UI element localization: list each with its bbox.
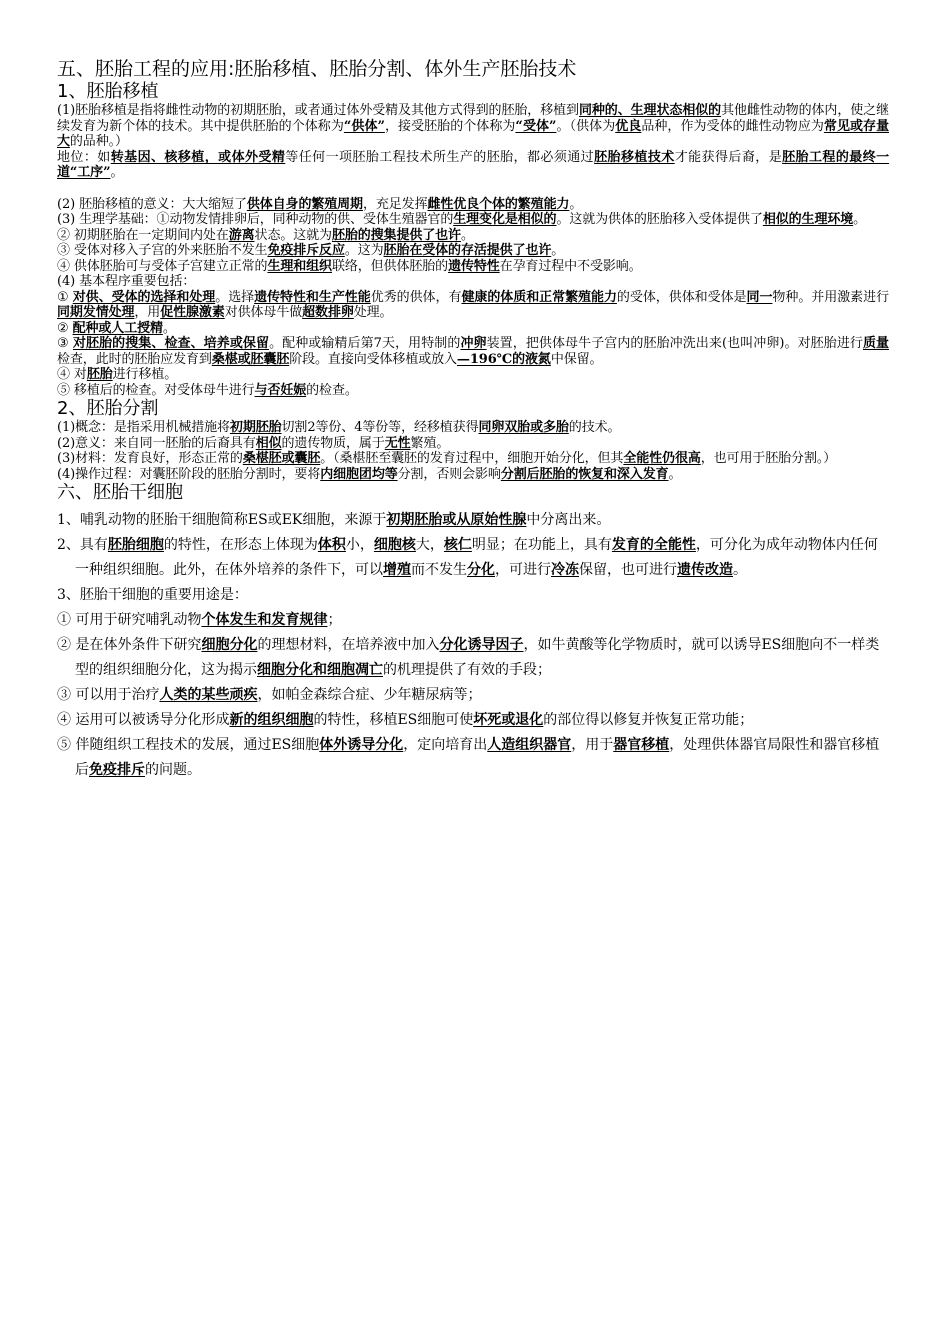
key-term-underline [612,537,696,553]
paragraph [57,451,889,467]
text-run: ② 是在体外条件下研究 [57,637,202,653]
text-run: 。 [551,243,565,258]
text-run: ⑤ 伴随组织工程技术的发展，通过ES细胞 [57,737,320,753]
key-term-underline [385,436,411,451]
text-run: 大， [415,537,444,553]
text-run: ① 可用于研究哺乳动物 [57,612,202,628]
key-term: 配种或人工授精 [72,320,163,336]
text-run: 物种。并用激素进行 [772,289,889,305]
text-run: 才能获得后裔，是 [674,149,783,165]
text-run: 保留，也可进行 [579,562,677,578]
text-run: 。（供体为 [556,118,616,134]
text-run: 。 [853,212,867,227]
text-run: (3) 生理学基础：①动物发情排卵后，同种动物的供、受体生殖器官的 [57,212,454,227]
text-run: ③ 可以用于治疗 [57,687,160,703]
text-run: 品种，作为受体的雌性动物应为 [641,118,824,134]
paragraph [57,321,889,337]
key-term: 优良 [615,118,642,134]
paragraph [57,733,889,783]
key-term: 游离 [228,227,255,243]
text-run: ① [57,289,73,305]
text-run: 的理想材料，在培养液中加入 [257,637,440,653]
key-term-underline [57,305,134,320]
key-term: 初期胚胎 [229,420,282,435]
key-term: 分化诱导因子 [439,637,524,653]
key-term-underline [160,305,225,320]
text-run: 对供体母牛做 [224,305,303,320]
text-run: (1)概念：是指采用机械措施将 [57,420,230,435]
key-term: 雌性优良个体的繁殖能力 [427,196,570,212]
paragraph [57,420,889,436]
key-term-underline [747,290,773,305]
key-term: 坏死或退化 [473,712,544,728]
key-term: 人类的某些顽疾 [159,687,258,703]
key-term: 体外诱导分化 [319,737,404,753]
key-term-underline [230,420,282,435]
key-term-underline [229,712,313,728]
section-heading-embryo-splitting: 2、胚胎分割 [57,398,159,419]
key-term: 胚胎的搜集提供了也许 [331,227,461,243]
text-run: (4)操作过程：对囊胚阶段的胚胎分割时，要将 [57,466,321,482]
text-run: ，如牛黄酸等化学物质时，就可以诱导ES细胞向不一样类型的组织细胞分化，这为揭示 [75,637,880,678]
text-run: ③ [57,336,73,351]
key-term: 免疫排斥 [89,762,145,778]
key-term: 相似 [255,435,282,451]
text-run: ，充足发挥 [362,196,428,212]
key-term-underline [212,352,289,367]
key-term-underline [478,420,568,435]
key-term-underline [302,305,354,320]
key-term: 遗传特性和生产性能 [254,289,371,305]
key-term-underline [384,243,552,258]
key-term-underline [89,762,145,778]
key-term-underline [383,562,411,578]
key-term: 新的组织细胞 [229,712,314,728]
paragraph [57,508,889,533]
paragraph [57,633,889,683]
key-term: 同一 [746,289,773,305]
text-run: 1、哺乳动物的胚胎干细胞简称ES或EK细胞，来源于 [57,512,387,528]
key-term-underline [763,212,853,227]
paragraph [57,103,889,150]
key-term: 促性腺激素 [160,305,225,320]
paragraph [57,436,889,452]
key-term: 胚胎细胞 [107,537,164,553]
paragraph [57,583,889,608]
key-term-underline [318,537,346,553]
text-run: 中分离出来。 [526,512,611,528]
key-term: 常见或存量大 [57,118,889,149]
key-term: 冷冻 [551,562,579,578]
paragraph [57,212,889,228]
key-term-underline [243,451,320,466]
text-run: ④ 对 [57,367,87,382]
text-run: 检查，此时的胚胎应发育到 [57,351,212,367]
key-term-underline [332,228,461,243]
key-term: 分割后胚胎的恢复和深入发育 [500,466,669,482]
key-term-underline [255,383,307,398]
key-term: 同期发情处理 [57,305,135,320]
key-term: 胚胎在受体的存活提供了也许 [383,243,552,258]
key-term: 供体自身的繁殖周期 [246,196,363,212]
key-term-underline [427,197,569,212]
text-run: ，如帕金森综合症、少年糖尿病等； [257,687,482,703]
text-run: ④ 供体胚胎可与受体子宫建立正常的 [57,258,268,274]
key-term-underline [247,197,363,212]
key-term-underline [229,228,255,243]
text-run: 的受体，供体和受体是 [616,289,747,305]
paragraph [57,608,889,633]
key-term-underline [863,336,889,351]
key-term: 器官移植 [613,737,670,753]
text-run: ，也可用于胚胎分割。） [700,451,837,466]
key-term-underline [501,467,669,482]
paragraph [57,259,889,275]
text-run: 。这就为供体的胚胎移入受体提供了 [556,212,763,227]
key-term: 发育的全能性 [611,537,696,553]
text-run: ，处理供体器官局限性和器官移植后 [75,737,880,778]
key-term-underline [487,737,571,753]
text-run: ，可分化为成年动物体内任何一种组织细胞。此外，在体外培养的条件下，可以 [75,537,878,578]
key-term: 内细胞团均等 [320,466,398,482]
key-term-underline [73,290,216,305]
text-run: ，接受胚胎的个体称为 [384,118,516,134]
text-run: 小， [345,537,374,553]
paragraph [57,228,889,244]
section-heading-embryo-transfer: 1、胚胎移植 [57,81,159,102]
text-run: ⑤ 移植后的检查。对受体母牛进行 [57,382,255,398]
paragraph [57,150,889,181]
text-run: 。 [668,466,682,482]
key-term: 增殖 [383,562,411,578]
key-term: 全能性仍很高 [623,451,701,466]
text-run: ④ 运用可以被诱导分化形成 [57,712,230,728]
key-term-underline [467,562,495,578]
text-run: ，定向培育出 [403,737,488,753]
key-term-underline [201,612,327,628]
key-term-underline [623,451,700,466]
text-run: 等任何一项胚胎工程技术所生产的胚胎，都必须通过 [285,149,595,165]
key-term-underline [267,259,332,274]
key-term: 胚胎工程的最终一道“工序” [57,149,890,180]
key-term: 桑椹胚或囊胚 [242,451,321,466]
text-run: 的机理提供了有效的手段； [383,662,551,678]
key-term-underline [613,737,669,753]
text-run: 。 [733,562,747,578]
text-run: 。配种或输精后第7天，用特制的 [269,336,461,351]
key-term: 个体发生和发育规律 [201,612,328,628]
text-run: 的检查。 [306,382,358,398]
paragraph [57,383,889,399]
paragraph [57,467,889,483]
text-run: ，用 [134,305,161,320]
text-run: 繁殖。 [410,435,450,451]
paragraph [57,533,889,583]
document-page [57,58,889,783]
key-term-underline [386,512,526,528]
text-run: 的技术。 [568,420,621,435]
text-run: 进行移植。 [112,367,178,382]
key-term: 质量 [862,336,889,351]
text-run: ② [57,320,73,336]
key-term: 健康的体质和正常繁殖能力 [461,289,617,305]
key-term-underline [267,243,344,258]
paragraph [57,683,889,708]
key-term-underline [344,119,385,134]
key-term: 对供、受体的选择和处理 [72,289,216,305]
key-term-underline [677,562,733,578]
key-term: 体积 [317,537,346,553]
key-term-underline [615,119,641,134]
text-run: 在孕育过程中不受影响。 [499,258,642,274]
text-run: 。这为 [344,243,384,258]
key-term: 核仁 [443,537,472,553]
text-run: 中保留。 [550,351,603,367]
paragraph [57,243,889,259]
text-run: ； [327,612,342,628]
section-heading-embryonic-stem-cells: 六、胚胎干细胞 [57,482,183,503]
key-term: 转基因、核移植，或体外受精 [110,149,286,165]
key-term-underline [256,436,282,451]
key-term: 桑椹或胚囊胚 [211,351,290,367]
key-term: 无性 [384,435,411,451]
key-term-underline [320,467,397,482]
text-run: 地位：如 [57,149,111,165]
text-run: (2)意义：来自同一胚胎的后裔具有 [57,435,256,451]
key-term: 对胚胎的搜集、检查、培养或保留 [72,336,270,351]
text-run: 的问题。 [145,762,201,778]
paragraph [57,708,889,733]
key-term: 胚胎移植技术 [594,149,675,165]
text-run: 的特性，移植ES细胞可使 [313,712,474,728]
key-term: 人造组织器官 [487,737,572,753]
key-term: 遗传特性 [448,258,500,274]
key-term-underline [461,290,616,305]
key-term-underline [439,637,523,653]
key-term-underline [87,367,113,382]
document-title: 五、胚胎工程的应用:胚胎移植、胚胎分割、体外生产胚胎技术 [57,58,577,80]
text-run: 而不发生 [411,562,467,578]
key-term: 初期胚胎或从原始性腺 [386,512,527,528]
text-run: 。 [569,196,583,212]
key-term-underline [319,737,403,753]
key-term-underline [551,562,579,578]
text-run: 其他雌性动物的体内，使之继续发育为新个体的技术。其中提供胚胎的个体称为 [57,103,890,134]
text-run: 明显；在功能上，具有 [471,537,612,553]
key-term-underline [515,119,556,134]
key-term-underline [579,103,721,118]
paragraph [57,274,889,290]
paragraph [57,367,889,383]
key-term: 免疫排斥反应 [267,243,345,258]
text-run: (1)胚胎移植是指将雌性动物的初期胚胎，或者通过体外受精及其他方式得到的胚胎，移植到 [57,103,579,118]
text-run: 3、胚胎干细胞的重要用途是： [57,587,248,603]
key-term-underline [111,150,286,165]
key-term: 胚胎 [86,367,113,382]
text-run: 的品种。） [69,134,128,149]
text-run: 切割2等份、4等份等，经移植获得 [281,420,479,435]
key-term-underline [374,537,416,553]
text-run: 分割，否则会影响 [397,466,501,482]
text-run: ，可进行 [495,562,551,578]
key-term-underline [73,321,163,336]
text-run: 装置，把供体母牛子宫内的胚胎冲洗出来(也叫冲卵)。对胚胎进行 [486,336,863,351]
text-run: (3)材料：发育良好，形态正常的 [57,451,243,466]
paragraph [57,197,889,213]
key-term-underline [254,290,371,305]
text-run: (2) 胚胎移植的意义：大大缩短了 [57,196,247,212]
text-run: 状态。这就为 [254,227,332,243]
key-term: 与否妊娠 [254,382,307,398]
text-run: (4) 基本程序重要包括： [57,274,196,289]
key-term-underline [457,352,551,367]
text-run: 2、具有 [57,537,108,553]
text-run: 。 [110,165,124,180]
text-run: 的遗传物质，属于 [281,435,385,451]
key-term: 细胞分化 [201,637,258,653]
key-term-underline [159,687,257,703]
text-run: 。 [162,320,176,336]
text-run: 联络，但供体胚胎的 [331,258,449,274]
key-term-underline [594,150,675,165]
key-term-underline [460,336,486,351]
key-term-underline [257,662,383,678]
key-term: 细胞分化和细胞凋亡 [257,662,383,678]
key-term-underline [473,712,543,728]
key-term: 分化 [467,562,495,578]
key-term-underline [444,537,472,553]
key-term-underline [201,637,257,653]
text-run: 处理。 [353,305,393,320]
key-term: “供体” [343,118,385,134]
key-term: 相似的生理环境 [762,212,854,227]
key-term: 冲卵 [460,336,487,351]
key-term: 生理变化是相似的 [453,212,557,227]
blank-line [57,181,889,197]
key-term-underline [73,336,269,351]
text-run: ③ 受体对移入子宫的外来胚胎不发生 [57,243,268,258]
key-term: 细胞核 [373,537,416,553]
key-term: “受体” [515,118,557,134]
key-term: 同种的、生理状态相似的 [578,103,722,118]
text-run: 阶段。直接向受体移植或放入 [289,351,457,367]
text-run: 。（桑椹胚至囊胚的发育过程中，细胞开始分化，但其 [320,451,624,466]
key-term: 同卵双胎或多胎 [478,420,569,435]
key-term-underline [108,537,164,553]
text-run: 。选择 [215,289,255,305]
text-run: 的特性，在形态上体现为 [163,537,318,553]
text-run: 的部位得以修复并恢复正常功能； [543,712,754,728]
key-term-underline [453,212,556,227]
key-term: 超数排卵 [302,305,354,320]
key-term: 生理和组织 [267,258,332,274]
text-run: 优秀的供体，有 [370,289,462,305]
key-term-underline [448,259,500,274]
text-run: ，用于 [571,737,614,753]
key-term: —196℃的液氮 [456,351,551,367]
key-term: 遗传改造 [677,562,733,578]
paragraph [57,336,889,367]
text-run: ② 初期胚胎在一定期间内处在 [57,227,229,243]
paragraph [57,290,889,321]
text-run: 。 [460,227,474,243]
